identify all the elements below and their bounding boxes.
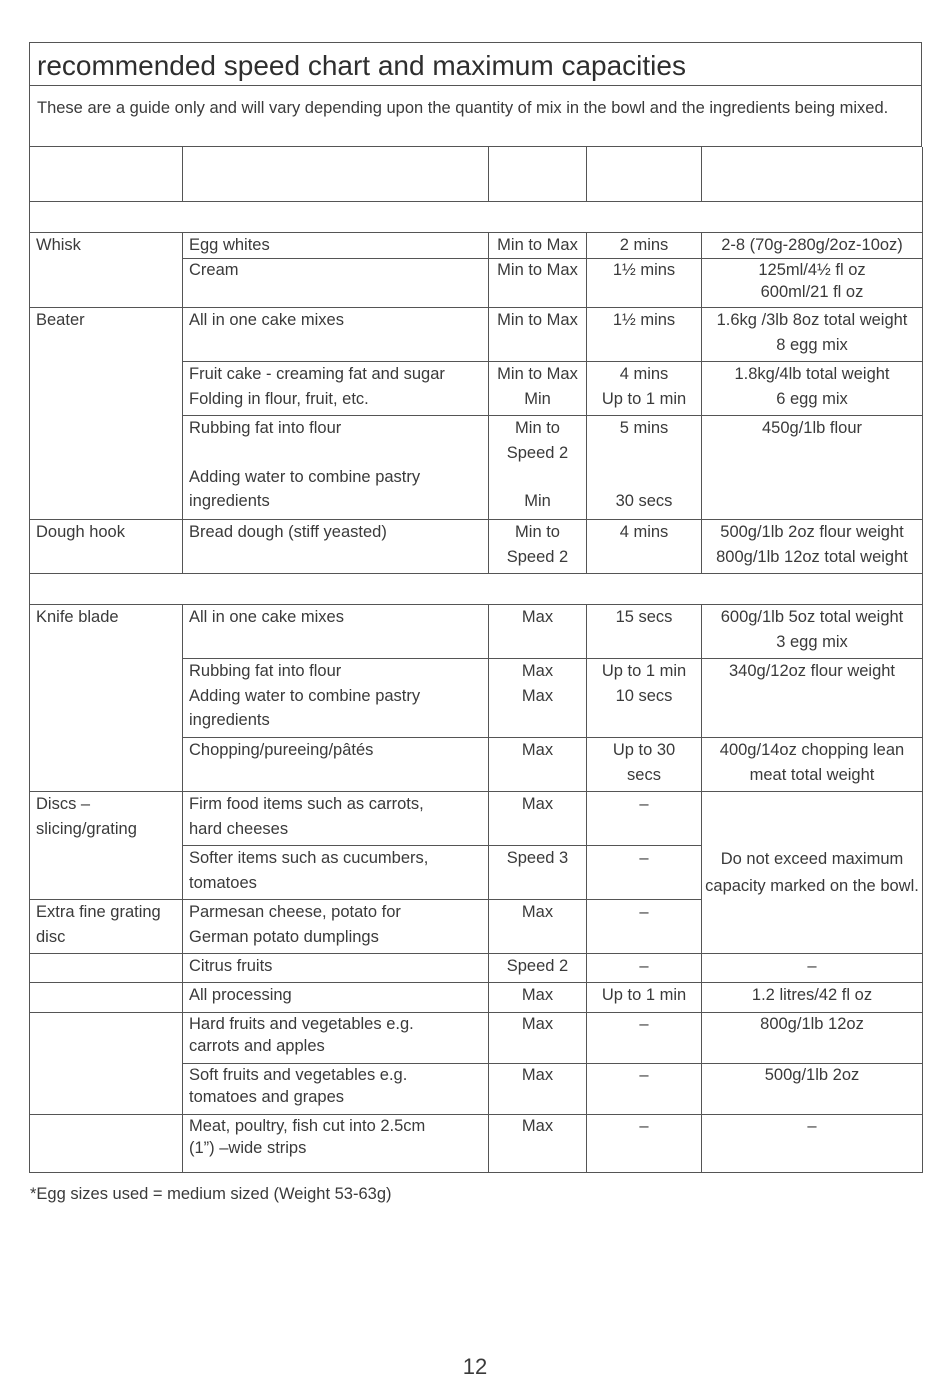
header-cell (183, 147, 489, 202)
tool-cell: Extra fine grating disc (30, 900, 183, 954)
table-row: Beater All in one cake mixes Min to Max 1½ mins 1.6kg /3lb 8oz total weight 8 egg mix (30, 308, 923, 362)
tool-cell: Dough hook (30, 520, 183, 574)
tool-cell (30, 1013, 183, 1115)
section-separator (30, 574, 923, 605)
header-cell (30, 147, 183, 202)
header-cell (587, 147, 702, 202)
speed-table (29, 147, 923, 1173)
table-row: Soft fruits and vegetables e.g. tomatoes and grapes Max – 500g/1lb 2oz (30, 1064, 923, 1115)
table-row: Hard fruits and vegetables e.g. carrots and apples Max – 800g/1lb 12oz (30, 1013, 923, 1064)
table-row: Fruit cake - creaming fat and sugar Folding in flour, fruit, etc. Min to Max Min 4 mins Up to 1 min 1.8kg/4lb total weight 6 egg mix (30, 362, 923, 416)
footnote: *Egg sizes used = medium sized (Weight 53-63g) (30, 1185, 392, 1203)
tool-cell (30, 1115, 183, 1173)
table-row: Meat, poultry, fish cut into 2.5cm (1”) –wide strips Max – – (30, 1115, 923, 1173)
speed-chart (29, 42, 922, 1173)
intro-text: These are a guide only and will vary depending upon the quantity of mix in the bowl and the ingredients being mixed. (30, 86, 921, 147)
page-title: recommended speed chart and maximum capacities (30, 43, 921, 86)
table-row: Chopping/pureeing/pâtés Max Up to 30 secs 400g/14oz chopping lean meat total weight (30, 738, 923, 792)
table-row: All processing Max Up to 1 min 1.2 litres/42 fl oz (30, 983, 923, 1013)
table-row: Dough hook Bread dough (stiff yeasted) Min to Speed 2 4 mins 500g/1lb 2oz flour weight 800g/1lb 12oz total weight (30, 520, 923, 574)
header-row (30, 147, 923, 202)
table-row: Rubbing fat into flour Adding water to combine pastry ingredients Max Max Up to 1 min 10 secs 340g/12oz flour weight (30, 659, 923, 738)
tool-cell (30, 983, 183, 1013)
table-row: Rubbing fat into flour Adding water to combine pastry ingredients Min to Speed 2 Min 5 mins 30 secs 450g/1lb flour (30, 416, 923, 520)
table-row: Extra fine grating disc Parmesan cheese, potato for German potato dumplings Max – (30, 900, 923, 954)
table-row: Whisk Egg whites Min to Max 2 mins 2-8 (70g-280g/2oz-10oz) (30, 233, 923, 259)
table-row: Discs – slicing/grating Firm food items such as carrots, hard cheeses Max – Do not exceed maximum capacity marked on the bowl. (30, 792, 923, 846)
tool-cell (30, 954, 183, 983)
table-row: Softer items such as cucumbers, tomatoes Speed 3 – (30, 846, 923, 900)
tool-cell: Beater (30, 308, 183, 520)
tool-cell: Whisk (30, 233, 183, 308)
table-row: Cream Min to Max 1½ mins 125ml/4½ fl oz 600ml/21 fl oz (30, 259, 923, 308)
section-separator (30, 202, 923, 233)
header-cell (489, 147, 587, 202)
header-cell (702, 147, 923, 202)
tool-cell: Discs – slicing/grating (30, 792, 183, 900)
table-row: Citrus fruits Speed 2 – – (30, 954, 923, 983)
tool-cell: Knife blade (30, 605, 183, 792)
disc-capacity-note: Do not exceed maximum capacity marked on the bowl. (702, 792, 923, 954)
page-number: 12 (462, 1354, 488, 1379)
table-row: Knife blade All in one cake mixes Max 15 secs 600g/1lb 5oz total weight 3 egg mix (30, 605, 923, 659)
